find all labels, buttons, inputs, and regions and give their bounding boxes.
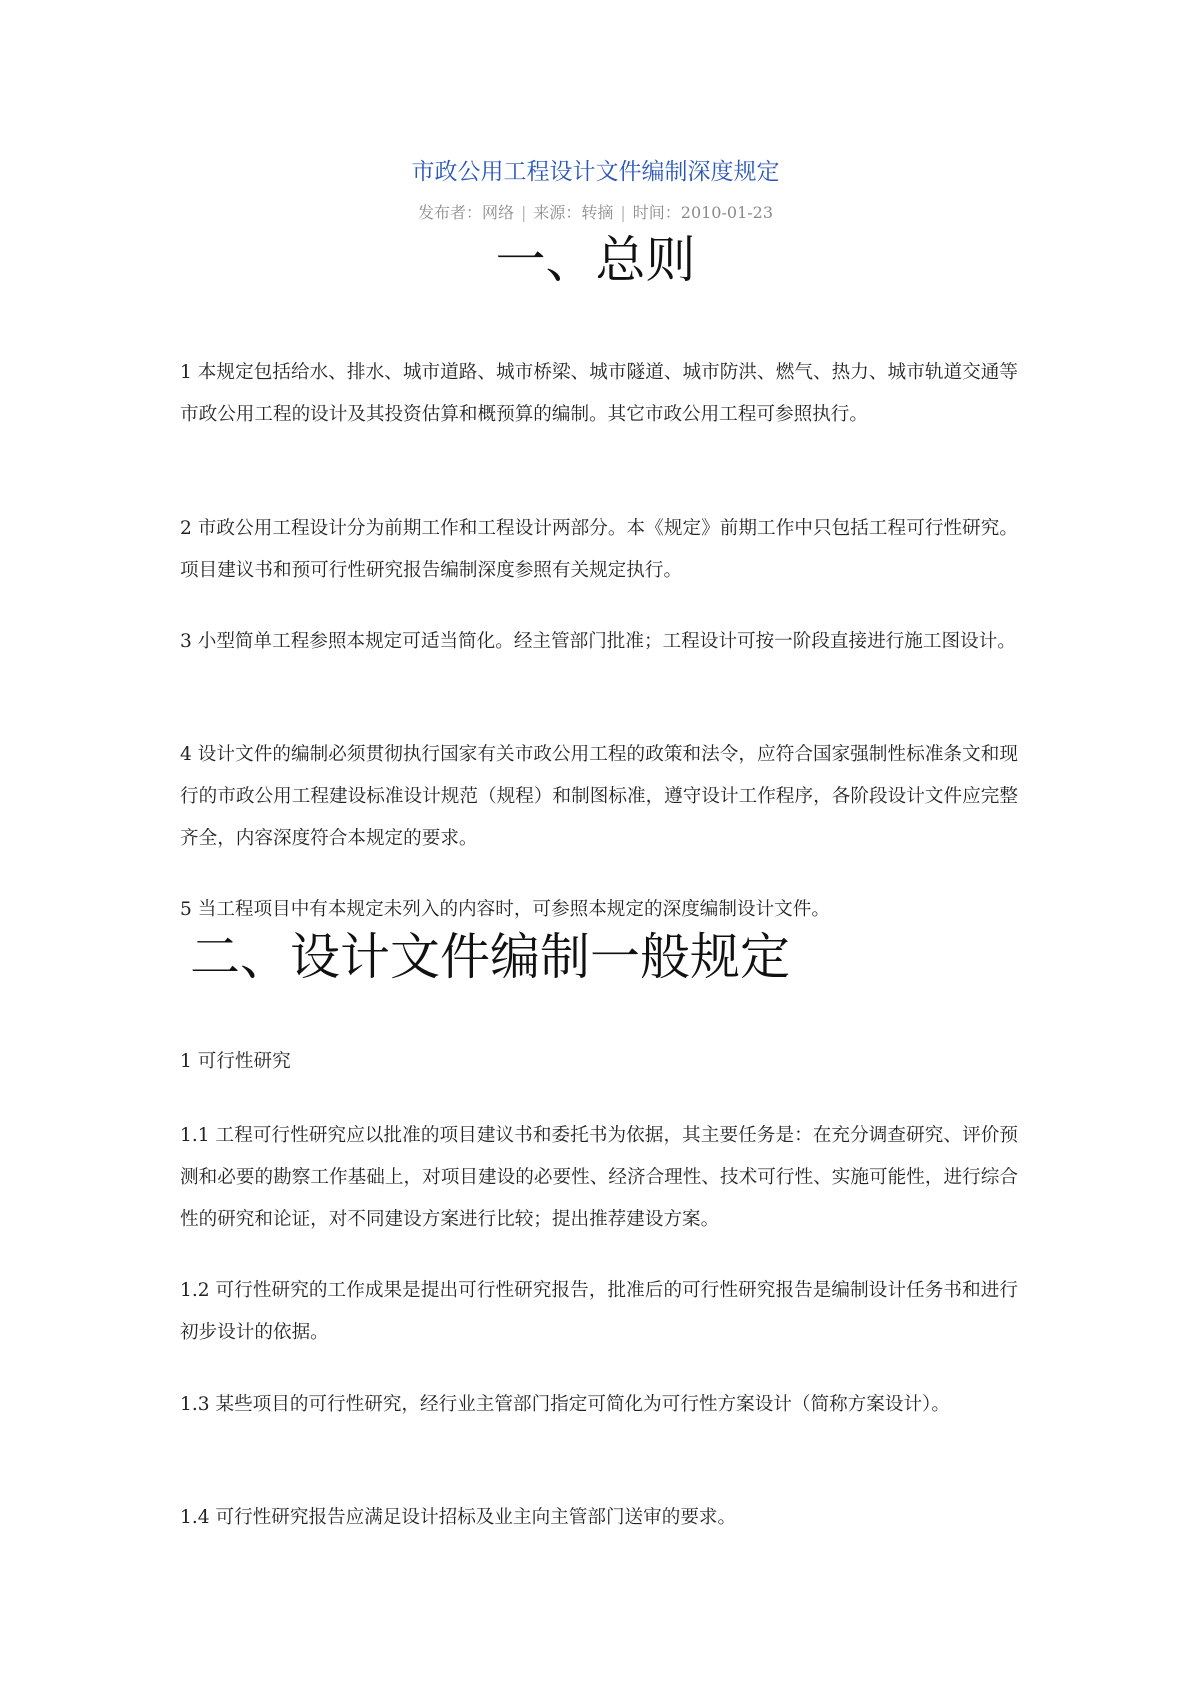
section-heading-design-files: 二、设计文件编制一般规定 xyxy=(190,928,790,986)
meta-separator: | xyxy=(620,203,626,222)
article-title: 市政公用工程设计文件编制深度规定 xyxy=(411,159,780,185)
paragraph: 1 本规定包括给水、排水、城市道路、城市桥梁、城市隧道、城市防洪、燃气、热力、城市轨道交通等市政公用工程的设计及其投资估算和概预算的编制。其它市政公用工程可参照执行。 xyxy=(180,362,1018,425)
meta-source: 来源：转摘 xyxy=(533,203,614,222)
paragraph: 3 小型简单工程参照本规定可适当简化。经主管部门批准；工程设计可按一阶段直接进行施工图设计。 xyxy=(180,631,1016,652)
paragraph: 2 市政公用工程设计分为前期工作和工程设计两部分。本《规定》前期工作中只包括工程可行性研究。项目建议书和预可行性研究报告编制深度参照有关规定执行。 xyxy=(180,518,1018,581)
paragraph: 4 设计文件的编制必须贯彻执行国家有关市政公用工程的政策和法令，应符合国家强制性标准条文和现行的市政公用工程建设标准设计规范（规程）和制图标准，遵守设计工作程序，各阶段设计文件应完整齐全，内容深度符合本规定的要求。 xyxy=(180,744,1018,849)
paragraph: 1 可行性研究 xyxy=(180,1051,291,1072)
section-heading-general: 一、总则 xyxy=(495,231,696,289)
meta-time: 时间：2010-01-23 xyxy=(632,203,774,222)
meta-publisher: 发布者：网络 xyxy=(417,203,514,222)
paragraph: 1.2 可行性研究的工作成果是提出可行性研究报告，批准后的可行性研究报告是编制设计任务书和进行初步设计的依据。 xyxy=(180,1280,1018,1343)
article-meta xyxy=(0,201,1191,225)
paragraph: 1.4 可行性研究报告应满足设计招标及业主向主管部门送审的要求。 xyxy=(180,1507,737,1528)
paragraph: 5 当工程项目中有本规定未列入的内容时，可参照本规定的深度编制设计文件。 xyxy=(180,899,830,920)
paragraph: 1.3 某些项目的可行性研究，经行业主管部门指定可简化为可行性方案设计（简称方案设计）。 xyxy=(180,1394,950,1415)
meta-separator: | xyxy=(520,203,527,222)
paragraph: 1.1 工程可行性研究应以批准的项目建议书和委托书为依据，其主要任务是：在充分调查研究、评价预测和必要的勘察工作基础上，对项目建设的必要性、经济合理性、技术可行性、实施可能性，进行综合性的研究和论证，对不同建设方案进行比较；提出推荐建设方案。 xyxy=(180,1125,1018,1230)
